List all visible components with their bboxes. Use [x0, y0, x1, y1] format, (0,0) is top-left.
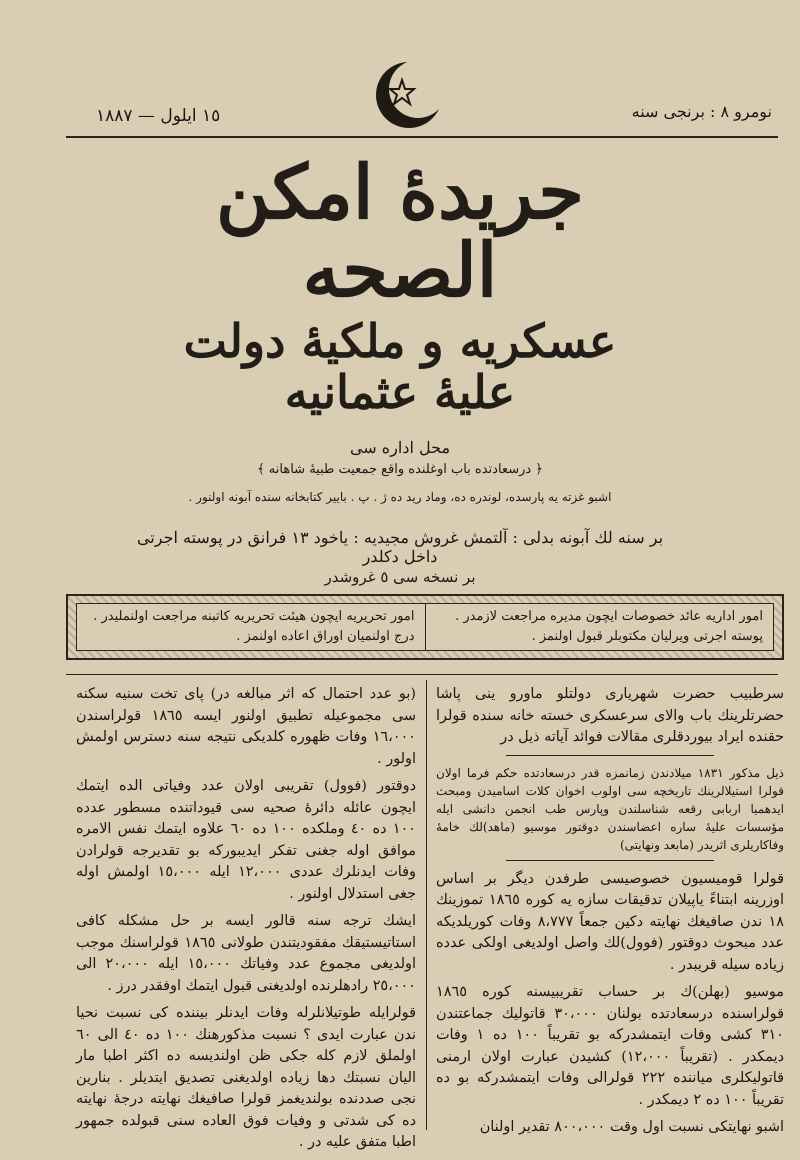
- office-address: ﴿ درسعادتده باب اوغلنده واقع جمعیت طبیهٔ شاهانه ﴾: [257, 462, 543, 477]
- article-paragraph: قولرایله طوتیلانلرله وفات ایدنلر بیننده کی نسبت نحیا ندن عبارت ایدی ؟ نسبت مذکورهنك ١٠٠ ده ٤٠ الی ٦٠ اولملق لازم کله جکی ظن اولندیسه ده اکثر اطبا مار الیان نسبتك دها زیاده اولدیغنی تصدیق ایتدیلر . بنارین نجی صددنده بولندیغمز قولرا صافیغك نهایته درجهٔ نهایته ده کی شدتی و وفیات فوق العاده سنی قبولده جمهور اطبا متفق علیه در .: [76, 1005, 416, 1150]
- notice-line: درج اولنمیان اوراق اعاده اولنمز .: [236, 629, 415, 644]
- notice-right: [426, 604, 774, 650]
- masthead-rule: [66, 136, 778, 138]
- article-note: ذیل مذکور ١٨٣١ میلادندن زمانمزه قدر درسعادتده حکم فرما اولان قولرا استیلالرینك تاریخچه سی اولوب اخوان کلات اسامیدن ومبحث ایدهمیا اربابی رقعه شناسلندن وپارس طب انجمن دانشی ایله مؤسسات علیهٔ ساره اعضاسندن دوقتور موسیو (ماهد)لك خامهٔ وفاکاریلری اثریدر (مابعد ونهایتی): [436, 765, 784, 852]
- masthead-title-block: [150, 150, 650, 419]
- subscription-price: بر سنه لك آبونه بدلی : آلتمش غروش مجیدیه : یاخود ١٣ فرانق در پوسته اجرتی داخل دکلدر: [136, 528, 664, 566]
- notice-left: [77, 604, 425, 650]
- article-paragraph: اشبو نهایتکی نسبت اول وقت ٨٠٠،٠٠٠ تقدیر اولنان: [479, 1119, 784, 1135]
- article-paragraph: (بو عدد احتمال که اثر مبالغه در) پای تخت سنیه سکنه سی مجموعیله تطبیق اولنور ایسه ١٨٦٥ قولراسندن ١٦،٠٠٠ وفات ظهوره کلدیکی نتیجه سنه دسترس اولمش اولور .: [76, 686, 416, 767]
- notice-box: [66, 594, 784, 660]
- columns-top-rule: [66, 674, 778, 675]
- notice-line: امور اداریه عائد خصوصات ایچون مدیره مراجعت لازمدر .: [455, 609, 763, 624]
- notice-line: پوسته اجرتی ویرلیان مکتوبلر قبول اولنمز .: [531, 629, 763, 644]
- article-paragraph: موسیو (بهلن)ك بر حساب تقریبیسنه کوره ١٨٦٥ قولراسنده درسعادتده بولنان ٣٠،٠٠٠ قاتولیك جماعتندن ٣١٠ کشی وفات ایتمشدرکه بو تقریباً ١٠٠ ده ١ وفات دیمکدر . (تقریباً ١٢،٠٠٠) کشیدن عبارت اولان ارمنی قاتولیکلری میاننده ٢٢٢ قولرالی وفات ایتمشدرکه بو ده تقریباً ١٠٠ ده ٢ دیمکدر .: [436, 984, 784, 1108]
- crescent-star-icon: [372, 58, 446, 132]
- column-divider: [426, 680, 427, 1130]
- notice-line: امور تحریریه ایچون هیئت تحریریه کاتبنه مراجعت اولنملیدر .: [93, 609, 415, 624]
- article-paragraph: ایشك ترجه سنه قالور ایسه بر حل مشکله کافی استاتیستیقك مفقودیتندن طولانی ١٨٦٥ قولراسنك موجب اولدیغی مجموع عدد وفیاتك ١٥،٠٠٠ ایله ٢٠،٠٠٠ الی ٢٥،٠٠٠ رادهلرنده اولدیغنی قبول ایتمك اوفقدر درز .: [76, 913, 417, 994]
- newspaper-title: جریدهٔ امکن الصحه: [216, 150, 584, 314]
- paragraph-separator: [506, 755, 715, 756]
- article-left-column: [76, 684, 416, 1160]
- newspaper-subtitle: عسکریه و ملکیهٔ دولت علیهٔ عثمانیه: [183, 314, 617, 419]
- issue-date: ١٥ ایلول — ١٨٨٧: [96, 106, 221, 126]
- single-copy-price: بر نسخه سی ٥ غروشدر: [324, 568, 476, 586]
- paragraph-separator: [506, 860, 715, 861]
- article-paragraph: دوقتور (فوول) تقریبی اولان عدد وفیاتی الده ایتمك ایچون عائله دائرهٔ صحیه سی قیوداتنده مسطور عدده ١٠٠ ده ٤٠ وملکده ١٠٠ ده ٦٠ علاوه ایتمك نفس الامره موافق اوله جغنی تفکر ایدیبورکه بو تقدیرجه قولرادن وفات ایدنلرك عددی ١٢،٠٠٠ ایله ١٥،٠٠٠ اولمش اوله جغی استدلال اولنور .: [76, 778, 416, 902]
- article-right-column: [436, 684, 784, 1145]
- notice-inner: [76, 603, 774, 651]
- sale-note: اشبو غزته یه پارسده، لوندره ده، وماد رید ده ژ . پ . باییر کتابخانه سنده آبونه اولنور .: [188, 490, 612, 504]
- issue-number: نومرو ٨ : برنجی سنه: [631, 102, 772, 121]
- article-paragraph: سرطبیب حضرت شهریاری دولتلو ماورو ینی پاشا حضرتلرینك باب والای سرعسکری خسته خانه سنده قولرا حقنده ایراد بیوردقلری مقالات فوائد آیاته ذیل در: [436, 686, 784, 745]
- article-paragraph: قولرا قومیسیون خصوصیسی طرفدن دیگر بر اساس اوزرینه ابتناءً یاپیلان تدقیقات سازه یه کوره ١٨٦٥ تموزینك ١٨ ندن صافیغك نهایته دکین جمعاً ٨،٧٧٧ وفات کوریلدیکه عدد مبحوث دوقتور (فوول)لك واصل اولدیغی اولکی عدده زیاده سیله قریبدر .: [436, 870, 785, 973]
- office-label: محل اداره سی: [349, 438, 451, 457]
